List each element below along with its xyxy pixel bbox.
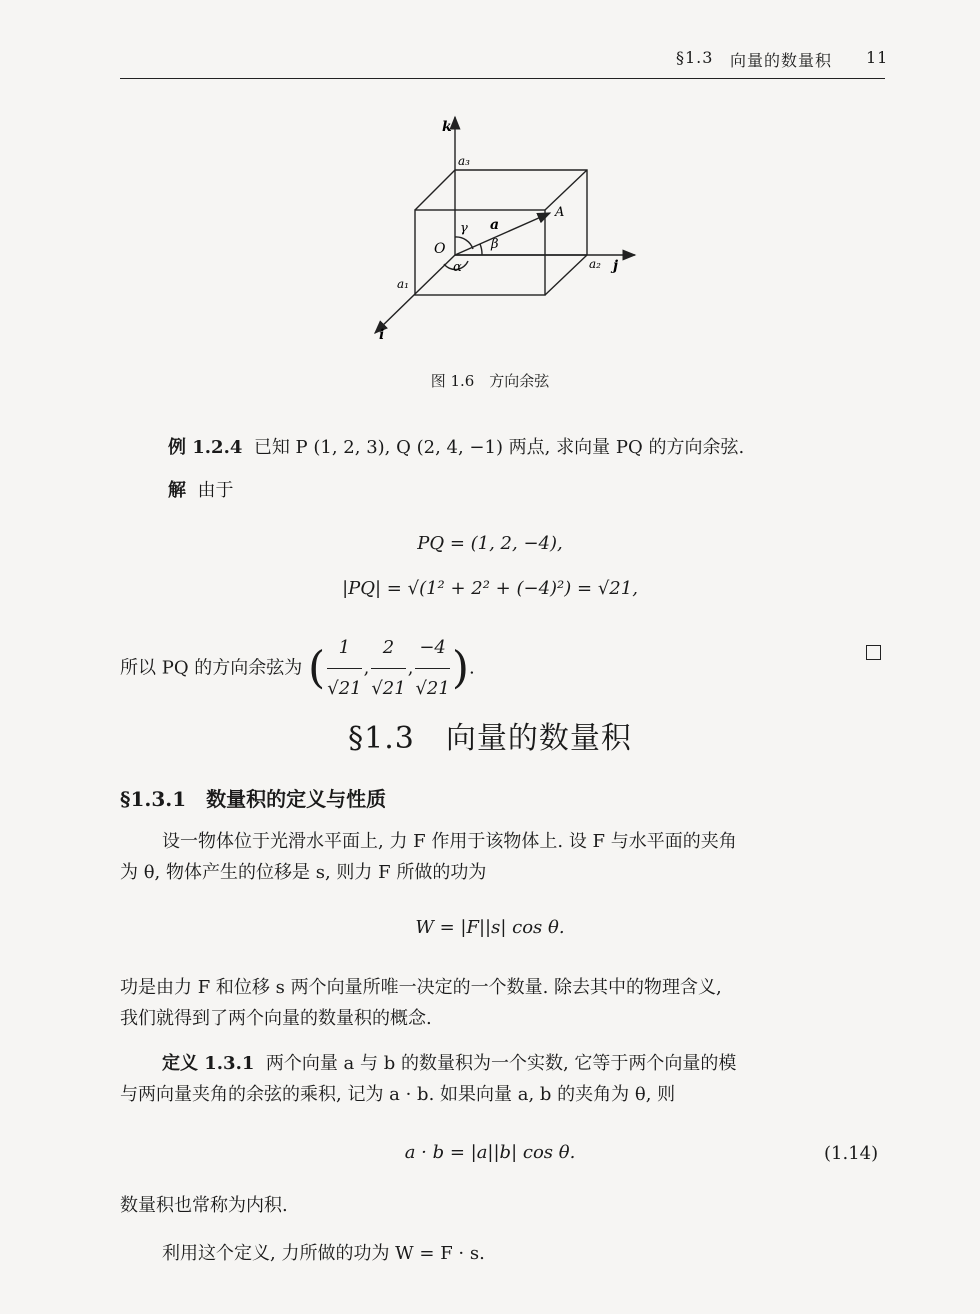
conclusion-line: 所以 PQ 的方向余弦为 ( $\frac{1}{√21}$ , $\frac{2}{√21}$ , $\frac{-4}{√21}$ ). xyxy=(120,628,475,709)
def-line2: 与两向量夹角的余弦的乘积, 记为 a · b. 如果向量 a, b 的夹角为 θ, 则 xyxy=(120,1084,676,1105)
label-i: i xyxy=(379,327,385,343)
definition-label: 定义 1.3.1 xyxy=(162,1053,255,1074)
qed-box xyxy=(866,645,881,660)
label-A: A xyxy=(555,205,565,220)
label-a2: a₂ xyxy=(589,257,601,271)
section-title: §1.3 向量的数量积 xyxy=(348,721,632,756)
figure-caption: 图 1.6 方向余弦 xyxy=(430,372,550,390)
label-alpha: α xyxy=(453,260,462,275)
fraction-1: $\frac{1}{√21}$ xyxy=(327,628,361,709)
def-line1: 两个向量 a 与 b 的数量积为一个实数, 它等于两个向量的模 xyxy=(265,1053,737,1074)
paragraph-4: 利用这个定义, 力所做的功为 W = F · s. xyxy=(162,1243,485,1264)
fraction-3: $\frac{-4}{√21}$ xyxy=(415,628,449,709)
running-header-title: 向量的数量积 xyxy=(730,51,833,70)
example-text: 已知 P (1, 2, 3), Q (2, 4, −1) 两点, 求向量 PQ 的方向余弦. xyxy=(253,437,745,458)
right-paren: ) xyxy=(451,642,469,694)
solution-label: 解 xyxy=(168,480,186,501)
p1-line1: 设一物体位于光滑水平面上, 力 F 作用于该物体上. 设 F 与水平面的夹角 xyxy=(162,831,737,852)
p1-line2: 为 θ, 物体产生的位移是 s, 则力 F 所做的功为 xyxy=(120,862,487,883)
vector-a xyxy=(455,213,550,255)
direction-cosine-figure xyxy=(360,105,650,345)
equation-pq-magnitude: |PQ| = √(1² + 2² + (−4)²) = √21, xyxy=(342,578,638,599)
page-number: 11 xyxy=(866,48,889,67)
equation-dot-product: a · b = |a||b| cos θ. xyxy=(404,1142,576,1163)
subsection-title: §1.3.1 数量积的定义与性质 xyxy=(120,787,387,811)
box-back-edges xyxy=(455,170,587,255)
fraction-2: $\frac{2}{√21}$ xyxy=(371,628,405,709)
label-a3: a₃ xyxy=(458,154,470,168)
conclusion-prefix: 所以 PQ 的方向余弦为 xyxy=(120,657,303,679)
left-paren: ( xyxy=(308,642,326,694)
p2-line1: 功是由力 F 和位移 s 两个向量所唯一决定的一个数量. 除去其中的物理含义, xyxy=(120,977,722,998)
equation-number: (1.14) xyxy=(824,1143,879,1164)
angle-beta-arc xyxy=(480,244,482,255)
paragraph-1 xyxy=(120,826,885,888)
paragraph-3: 数量积也常称为内积. xyxy=(120,1195,288,1216)
angle-gamma-arc xyxy=(455,237,473,249)
label-gamma: γ xyxy=(460,221,468,236)
equation-work: W = |F||s| cos θ. xyxy=(415,917,565,938)
label-a: a xyxy=(490,217,500,233)
equation-pq: PQ = (1, 2, −4), xyxy=(417,533,563,554)
label-k: k xyxy=(442,119,452,135)
paragraph-2 xyxy=(120,972,885,1034)
p2-line2: 我们就得到了两个向量的数量积的概念. xyxy=(120,1008,432,1029)
label-O: O xyxy=(434,241,446,257)
example-block xyxy=(168,432,744,463)
definition-block xyxy=(120,1048,885,1110)
solution-text: 由于 xyxy=(197,480,234,501)
example-label: 例 1.2.4 xyxy=(168,437,243,458)
label-j: j xyxy=(613,258,619,274)
running-header-section: §1.3 xyxy=(676,48,714,67)
header-rule xyxy=(120,78,885,79)
label-a1: a₁ xyxy=(397,277,409,291)
label-beta: β xyxy=(491,237,499,252)
solution-block xyxy=(168,475,233,506)
